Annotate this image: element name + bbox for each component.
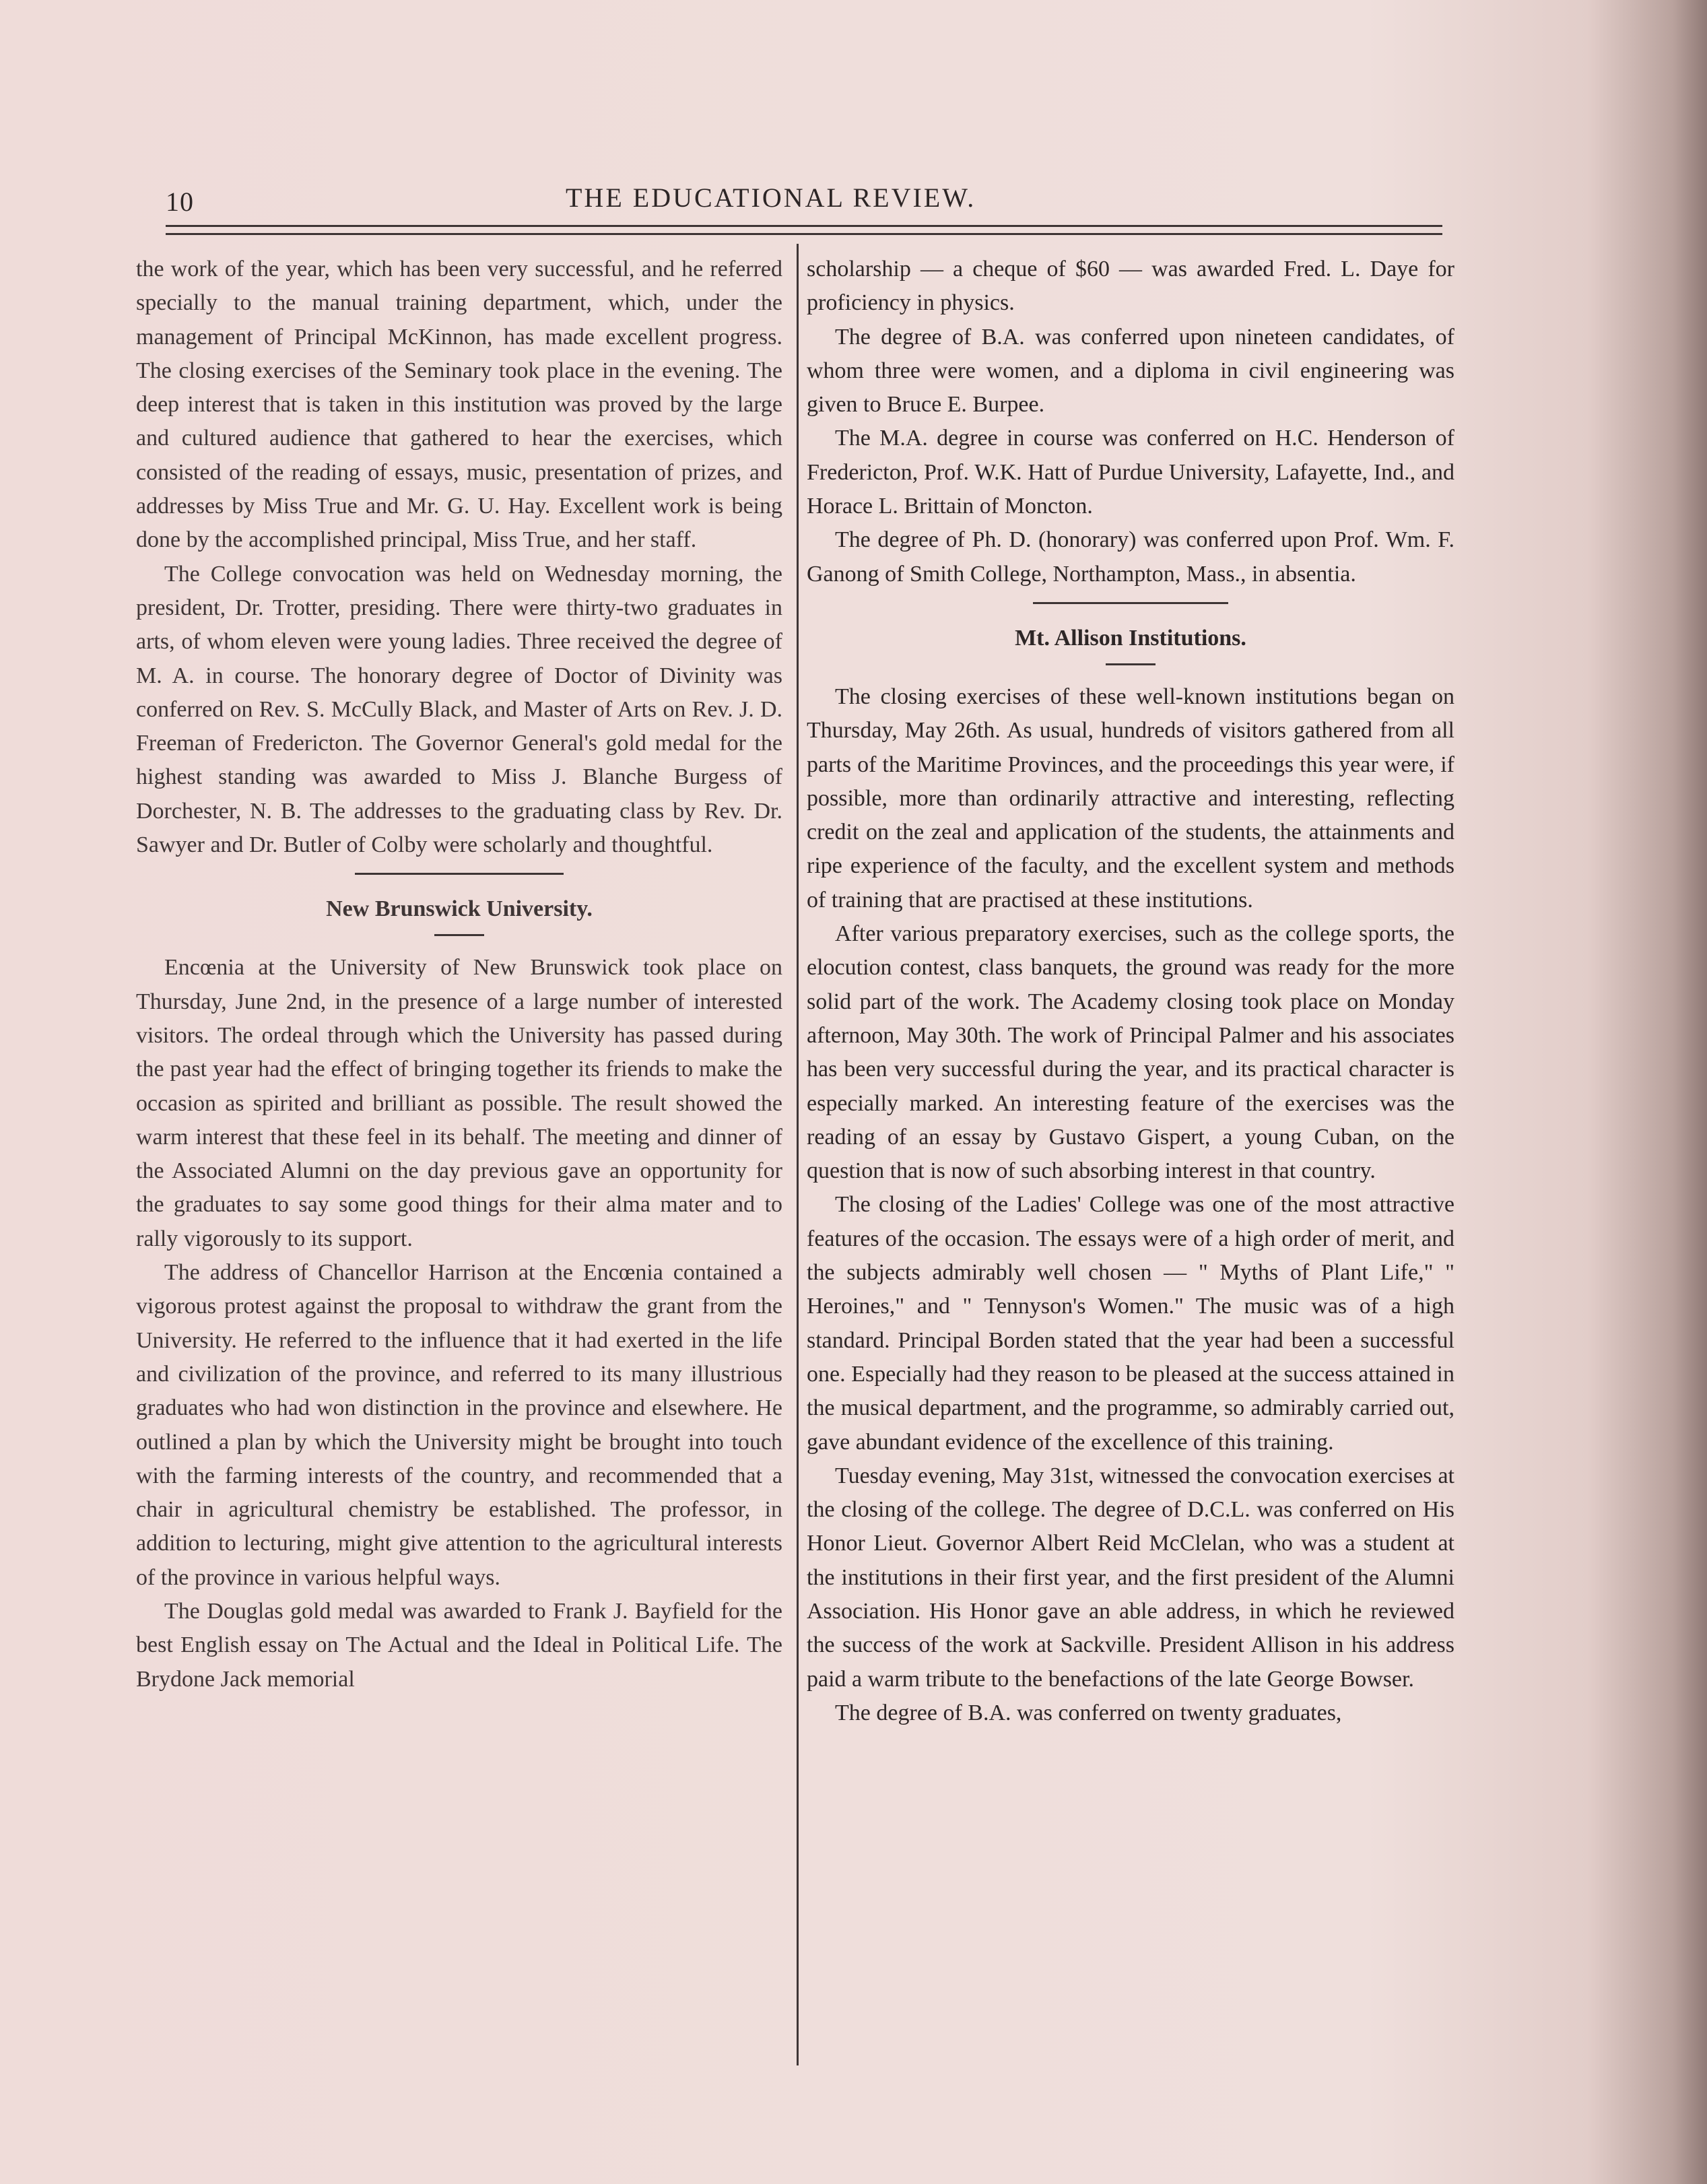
header-rule-bottom: [166, 233, 1442, 235]
section-heading: New Brunswick University.: [326, 896, 593, 922]
heading-underline: [1106, 663, 1156, 665]
paragraph: Encœnia at the University of New Brunswick took place on Thursday, June 2nd, in the presence of a large number of interested visitors. The ordeal through which the University has passed during the past year had the effect of bringing together its friends to make the occasion as spirited and brilliant as possible. The result showed the warm interest that these feel in its behalf. The meeting and dinner of the Associated Alumni on the day previous gave an opportunity for the graduates to say some good things for their alma mater and to rally vigorously to its support.: [136, 955, 782, 1251]
paragraph: The M.A. degree in course was conferred on H.C. Henderson of Fredericton, Prof. W.K. Hatt of Purdue University, Lafayette, Ind., and Horace L. Brittain of Moncton.: [807, 426, 1454, 519]
paragraph: The address of Chancellor Harrison at the Encœnia contained a vigorous protest against the proposal to withdraw the grant from the University. He referred to the influence that it had exerted in the life and civilization of the province, and referred to its many illustrious graduates who had won distinction in the province and elsewhere. He outlined a plan by which the University might be brought into touch with the farming interests of the country, and recommended that a chair in agricultural chemistry be established. The professor, in addition to lecturing, might give attention to the agricultural interests of the province in various helpful ways.: [136, 1260, 782, 1590]
page-number: 10: [166, 187, 194, 217]
paragraph: The closing of the Ladies' College was one of the most attractive features of the occasion. The essays were of a high order of merit, and the subjects admirably well chosen — " Myths of Plant Life," " Heroines," and " Tennyson's Women." The music was of a high standard. Principal Borden stated that the year had been a successful one. Especially had they reason to be pleased at the success attained in the musical department, and the programme, so admirably carried out, gave abundant evidence of the excellence of this training.: [807, 1192, 1454, 1455]
left-column: [136, 253, 782, 1696]
paragraph: The College convocation was held on Wednesday morning, the president, Dr. Trotter, presiding. There were thirty-two graduates in arts, of whom eleven were young ladies. Three received the degree of M. A. in course. The honorary degree of Doctor of Divinity was conferred on Rev. S. McCully Black, and Master of Arts on Rev. J. D. Freeman of Fredericton. The Governor General's gold medal for the highest standing was awarded to Miss J. Blanche Burgess of Dorchester, N. B. The addresses to the graduating class by Rev. Dr. Sawyer and Dr. Butler of Colby were scholarly and thoughtful.: [136, 561, 782, 858]
paragraph: the work of the year, which has been very successful, and he referred specially to the manual training department, which, under the management of Principal McKinnon, has made excellent progress. The closing exercises of the Seminary took place in the evening. The deep interest that is taken in this institution was proved by the large and cultured audience that gathered to hear the exercises, which consisted of the reading of essays, music, presentation of prizes, and addresses by Miss True and Mr. G. U. Hay. Excellent work is being done by the accomplished principal, Miss True, and her staff.: [136, 257, 782, 553]
header-rule-top: [166, 225, 1442, 227]
paragraph: After various preparatory exercises, such as the college sports, the elocution contest, class banquets, the ground was ready for the more solid part of the work. The Academy closing took place on Monday afternoon, May 30th. The work of Principal Palmer and his associates has been very successful during the year, and its practical character is especially marked. An interesting feature of the exercises was the reading of an essay by Gustavo Gispert, a young Cuban, on the question that is now of such absorbing interest in that country.: [807, 921, 1454, 1184]
section-rule: [1033, 602, 1228, 604]
column-divider: [797, 244, 799, 2065]
paragraph: The degree of Ph. D. (honorary) was conferred upon Prof. Wm. F. Ganong of Smith College, Northampton, Mass., in absentia.: [807, 527, 1454, 587]
paragraph: Tuesday evening, May 31st, witnessed the convocation exercises at the closing of the college. The degree of D.C.L. was conferred on His Honor Lieut. Governor Albert Reid McClelan, who was a student at the institutions in their first year, and the first president of the Alumni Association. His Honor gave an able address, in which he reviewed the success of the work at Sackville. President Allison in his address paid a warm tribute to the benefactions of the late George Bowser.: [807, 1463, 1454, 1692]
right-column: [807, 253, 1454, 1730]
running-title: THE EDUCATIONAL REVIEW.: [566, 183, 976, 213]
paragraph: The degree of B.A. was conferred on twenty graduates,: [835, 1700, 1342, 1725]
section-rule: [355, 873, 564, 875]
paragraph: scholarship — a cheque of $60 — was awarded Fred. L. Daye for proficiency in physics.: [807, 257, 1454, 316]
paragraph: The degree of B.A. was conferred upon nineteen candidates, of whom three were women, and a diploma in civil engineering was given to Bruce E. Burpee.: [807, 324, 1454, 418]
heading-underline: [434, 934, 484, 936]
paragraph: The Douglas gold medal was awarded to Frank J. Bayfield for the best English essay on The Actual and the Ideal in Political Life. The Brydone Jack memorial: [136, 1598, 782, 1692]
paragraph: The closing exercises of these well-known institutions began on Thursday, May 26th. As usual, hundreds of visitors gathered from all parts of the Maritime Provinces, and the proceedings this year were, if possible, more than ordinarily attractive and interesting, reflecting credit on the zeal and application of the students, the attainments and ripe experience of the faculty, and the excellent system and methods of training that are practised at these institutions.: [807, 684, 1454, 913]
section-heading: Mt. Allison Institutions.: [1015, 625, 1246, 651]
